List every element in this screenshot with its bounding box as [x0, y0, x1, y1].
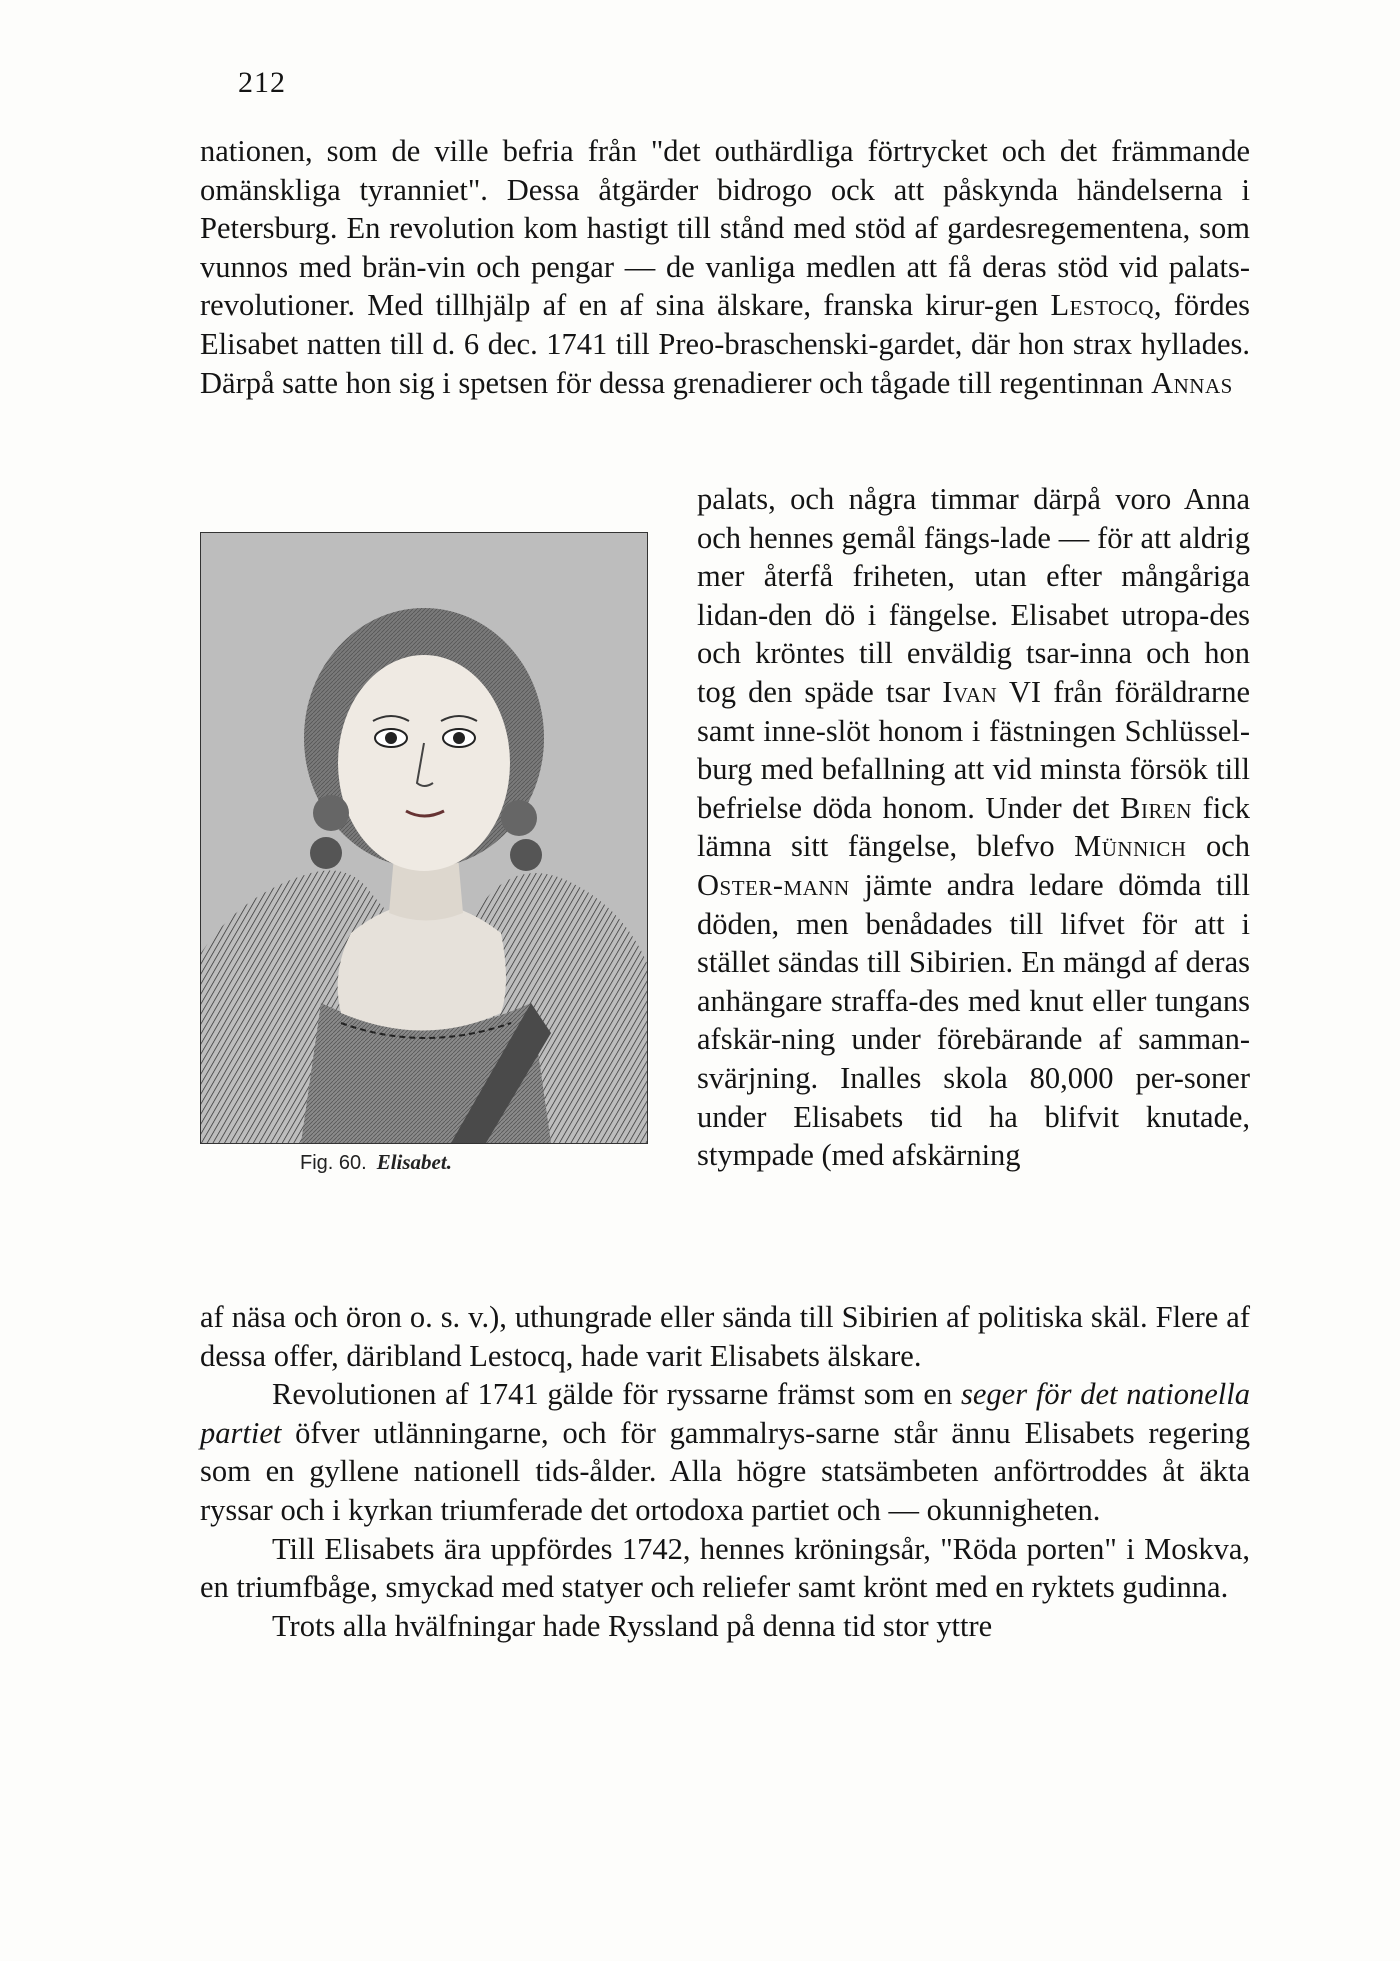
- text-run: fick lämna sitt fängelse, blefvo: [697, 790, 1250, 864]
- body-text-top: [200, 132, 1250, 402]
- portrait-image: [200, 532, 648, 1144]
- paragraph: [200, 132, 1250, 402]
- name-annas: Annas: [1151, 365, 1233, 400]
- figure-label: Fig. 60.: [300, 1152, 367, 1174]
- body-text-wrapped-column: [697, 480, 1250, 1175]
- text-run: Revolutionen af 1741 gälde för ryssarne främst som en: [272, 1377, 961, 1412]
- figure: [200, 532, 646, 1202]
- paragraph: [200, 1375, 1250, 1529]
- emphasis-text: seger för det nationella partiet: [200, 1377, 1250, 1450]
- text-run: öfver utlänningarne, och för gammalrys-sarne står ännu Elisabets regering som en gyllene nationell tids-ålder. Alla högre statsämbeten anförtroddes åt äkta ryssar och i kyrkan triumferade det ortodoxa partiet och — okunnigheten.: [200, 1415, 1250, 1527]
- portrait-engraving: [201, 533, 647, 1143]
- text-run: VI från föräldrarne samt inne-slöt honom i fästningen Schlüssel-burg med befallning att vid minsta försök till befrielse döda honom. Under det: [697, 674, 1250, 825]
- text-run: och: [1186, 829, 1250, 864]
- text-run: , fördes Elisabet natten till d. 6 dec. 1741 till Preo-braschenski-gardet, där hon strax hyllades. Därpå satte hon sig i spetsen för dessa grenadierer och tågade till regentinnan: [200, 288, 1250, 400]
- name-munnich: Münnich: [1074, 829, 1187, 864]
- name-biren: Biren: [1120, 790, 1192, 825]
- paragraph: Trots alla hvälfningar hade Ryssland på denna tid stor yttre: [272, 1608, 993, 1643]
- name-lestocq: Lestocq: [1050, 288, 1154, 323]
- paragraph: af näsa och öron o. s. v.), uthungrade eller sända till Sibirien af politiska skäl. Flere af dessa offer, däribland Lestocq, hade varit Elisabets älskare.: [200, 1300, 1250, 1373]
- text-run: jämte andra ledare dömda till döden, men benådades till lifvet för att i stället sändas till Sibirien. En mängd af deras anhängare straffa-des med knut eller tungans afskär-ning under förebärande af samman-svärjning. Inalles skola 80,000 per-soner under Elisabets tid ha blifvit knutade, stympade (med afskärning: [697, 867, 1250, 1173]
- page-number: 212: [238, 66, 286, 99]
- body-text-bottom: [200, 1298, 1250, 1645]
- figure-title: Elisabet.: [376, 1150, 452, 1174]
- text-run: nationen, som de ville befria från "det outhärdliga förtrycket och det främmande omänskliga tyranniet". Dessa åtgärder bidrogo ock att påskynda händelserna i Petersburg. En revolution kom hastigt till stånd med stöd af gardesregementena, som vunnos med brän-vin och pengar — de vanliga medlen att få deras stöd vid palats-revolutioner. Med tillhjälp af en af sina älskare, franska kirur-gen: [200, 134, 1250, 323]
- name-ostermann: Oster-mann: [697, 867, 850, 902]
- text-run: palats, och några timmar därpå voro Anna och hennes gemål fängs-lade — för att aldrig mer återfå friheten, utan efter mångåriga lidan-den dö i fängelse. Elisabet utropa-des och kröntes till enväldig tsar-inna och hon tog den späde tsar: [697, 482, 1250, 709]
- paragraph: [697, 480, 1250, 1175]
- paragraph: Till Elisabets ära uppfördes 1742, hennes kröningsår, "Röda porten" i Moskva, en triumfbåge, smyckad med statyer och reliefer samt krönt med en ryktets gudinna.: [200, 1531, 1250, 1605]
- name-ivan: Ivan: [942, 674, 998, 709]
- figure-caption: [300, 1150, 452, 1175]
